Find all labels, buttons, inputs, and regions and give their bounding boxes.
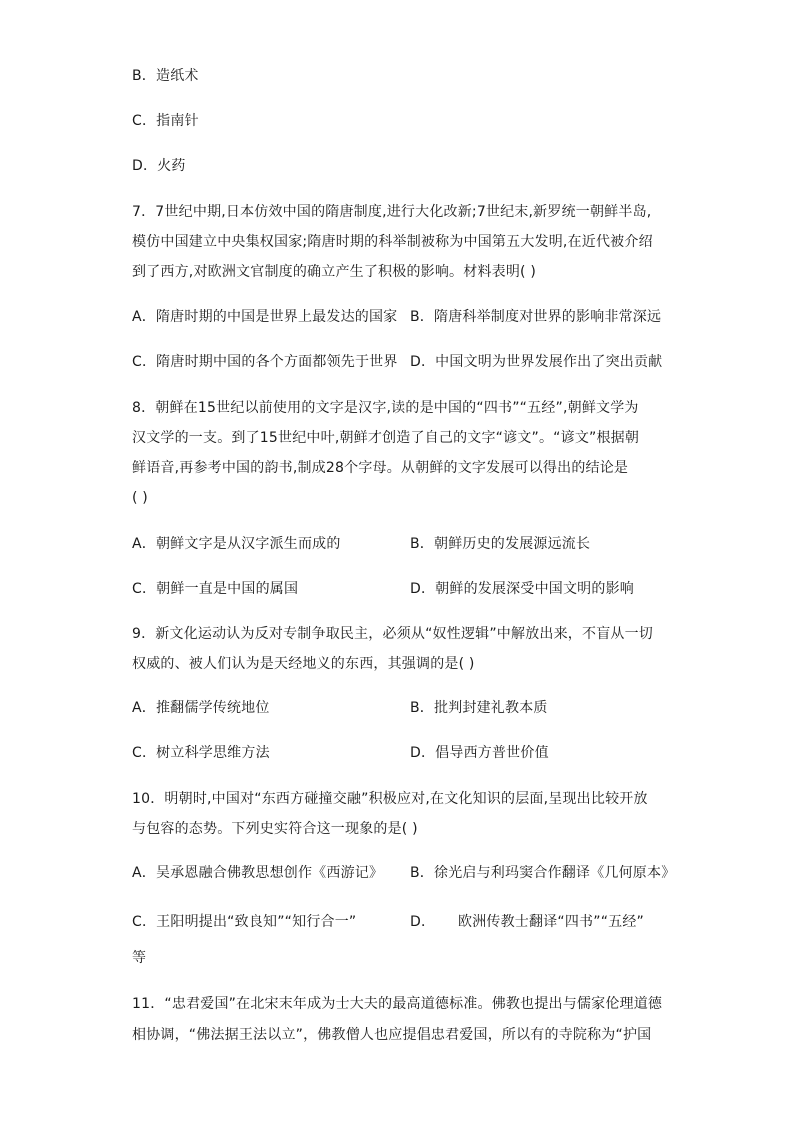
q10-option-b: B．徐光启与利玛窦合作翻译《几何原本》: [410, 865, 676, 881]
q10-option-d-label: D．: [410, 914, 436, 930]
q9-stem-line1: 9．新文化运动认为反对专制争取民主，必须从“奴性逻辑”中解放出来，不盲从一切: [132, 626, 654, 642]
q8-stem-line2: 汉文学的一支。到了15世纪中叶,朝鲜才创造了自己的文字“谚文”。“谚文”根据朝: [132, 430, 640, 446]
q6-option-c: C．指南针: [132, 113, 199, 129]
q7-option-b: B．隋唐科举制度对世界的影响非常深远: [410, 309, 662, 325]
q10-stem-line1: 10．明朝时,中国对“东西方碰撞交融”积极应对,在文化知识的层面,呈现出比较开放: [132, 791, 648, 807]
q10-option-c: C．王阳明提出“致良知”“知行合一”: [132, 914, 357, 930]
q9-option-b: B．批判封建礼教本质: [410, 700, 548, 716]
q7-option-c: C．隋唐时期中国的各个方面都领先于世界: [132, 354, 398, 370]
q9-stem-line2: 权威的、被人们认为是天经地义的东西，其强调的是( ): [132, 656, 475, 672]
q8-stem-line1: 8．朝鲜在15世纪以前使用的文字是汉字,读的是中国的“四书”“五经”,朝鲜文学为: [132, 400, 639, 416]
q6-option-d: D．火药: [132, 158, 186, 174]
q7-option-d: D．中国文明为世界发展作出了突出贡献: [410, 354, 663, 370]
q10-stem-line2: 与包容的态势。下列史实符合这一现象的是( ): [132, 821, 418, 837]
q10-option-a: A．吴承恩融合佛教思想创作《西游记》: [132, 865, 384, 881]
q7-stem-line1: 7．7世纪中期,日本仿效中国的隋唐制度,进行大化改新;7世纪末,新罗统一朝鲜半岛,: [132, 204, 652, 220]
q8-option-a: A．朝鲜文字是从汉字派生而成的: [132, 536, 341, 552]
q10-option-d-wrap: 等: [132, 950, 147, 966]
q7-stem-line2: 模仿中国建立中央集权国家;隋唐时期的科举制被称为中国第五大发明,在近代被介绍: [132, 234, 653, 250]
q7-option-a: A．隋唐时期的中国是世界上最发达的国家: [132, 309, 398, 325]
q8-stem-line4: ( ): [132, 490, 148, 506]
q8-stem-line3: 鲜语音,再参考中国的韵书,制成28个字母。从朝鲜的文字发展可以得出的结论是: [132, 460, 629, 476]
q7-stem-line3: 到了西方,对欧洲文官制度的确立产生了积极的影响。材料表明( ): [132, 264, 537, 280]
q9-option-d: D．倡导西方普世价值: [410, 745, 549, 761]
q8-option-d: D．朝鲜的发展深受中国文明的影响: [410, 581, 634, 597]
q11-stem-line2: 相协调，“佛法据王法以立”，佛教僧人也应提倡忠君爱国，所以有的寺院称为“护国: [132, 1027, 652, 1043]
q8-option-c: C．朝鲜一直是中国的属国: [132, 581, 299, 597]
q10-option-d-text: 欧洲传教士翻译“四书”“五经”: [458, 914, 645, 930]
q9-option-c: C．树立科学思维方法: [132, 745, 270, 761]
q6-option-b: B．造纸术: [132, 68, 199, 84]
q8-option-b: B．朝鲜历史的发展源远流长: [410, 536, 591, 552]
q11-stem-line1: 11．“忠君爱国”在北宋末年成为士大夫的最高道德标准。佛教也提出与儒家伦理道德: [132, 996, 663, 1012]
q9-option-a: A．推翻儒学传统地位: [132, 700, 270, 716]
